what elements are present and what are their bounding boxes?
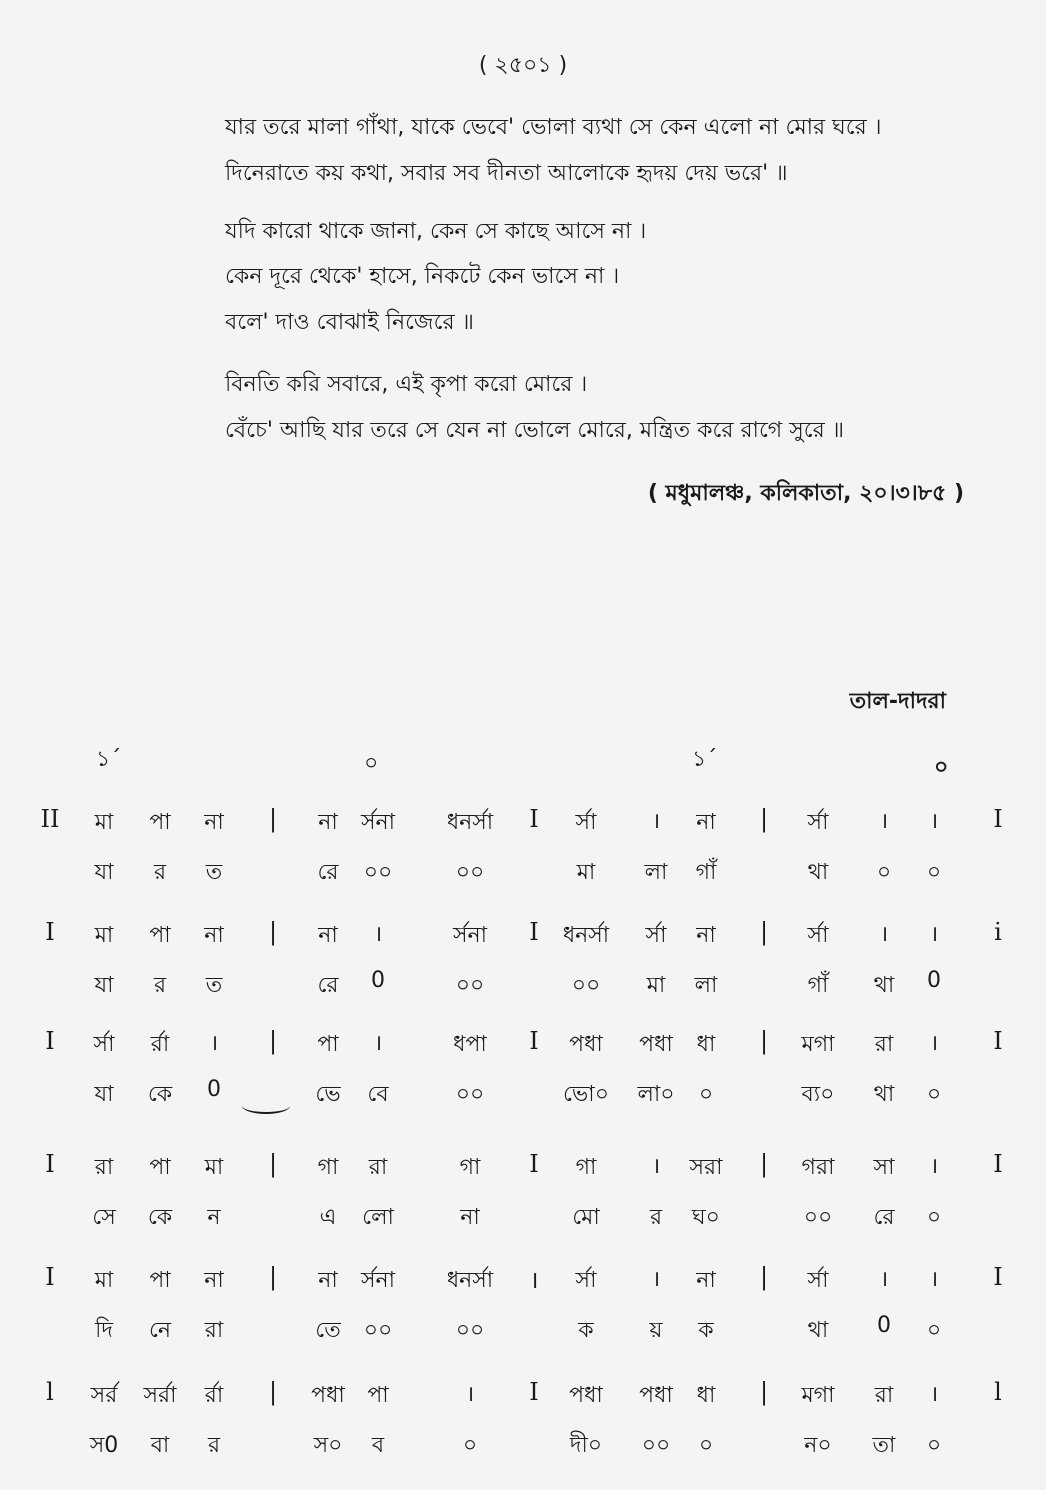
lyric-syllable: ০	[698, 1433, 714, 1458]
swara-note: মগা	[801, 1032, 835, 1057]
swara-note: ।	[465, 1382, 475, 1407]
lyric-syllable: র	[153, 973, 167, 998]
swara-note: মা	[94, 810, 114, 835]
swara-note: ।	[929, 922, 939, 947]
lyric-syllable: রা	[204, 1318, 224, 1343]
source-citation: ( মধুমালঞ্চ, কলিকাতা, ২০।৩।৮৫ )	[647, 481, 964, 506]
lyric-syllable: ০	[926, 1205, 942, 1230]
swara-note: ।	[929, 1154, 939, 1179]
lyric-syllable: ব	[371, 1433, 385, 1458]
lyric-syllable: লা	[694, 973, 718, 998]
swara-note: ।	[879, 809, 889, 834]
lyric-syllable: থা	[807, 1318, 829, 1343]
lyric-syllable: 0	[207, 1077, 221, 1102]
lyric-syllable: য়	[649, 1318, 663, 1343]
lyric-syllable: ন	[207, 1205, 221, 1230]
bar-line: |	[268, 805, 278, 833]
swara-note: না	[696, 810, 716, 835]
bar-line: |	[759, 1263, 769, 1291]
bar-line: |	[268, 1150, 278, 1178]
swara-note: ।	[929, 809, 939, 834]
bar-line: I	[45, 1263, 55, 1291]
bar-line: I	[529, 1378, 539, 1406]
lyric-syllable: ০০	[455, 1082, 485, 1107]
swara-note: মগা	[801, 1383, 835, 1408]
swara-note: পধা	[569, 1032, 603, 1057]
swara-note: ।	[651, 1154, 661, 1179]
bar-line: II	[40, 805, 60, 833]
lyric-syllable: ভে	[315, 1082, 341, 1107]
lyric-syllable: ০০	[363, 860, 393, 885]
swara-note: ধা	[696, 1032, 716, 1057]
swara-note: র্সনা	[452, 923, 488, 948]
lyric-syllable: লো	[362, 1205, 394, 1230]
beat-mark: ১´	[692, 747, 718, 772]
lyric-syllable: কে	[147, 1205, 173, 1230]
beat-mark: ১´	[96, 747, 122, 772]
swara-note: র্সা	[93, 1032, 115, 1057]
swara-note: মা	[94, 1268, 114, 1293]
lyric-syllable: ০	[876, 860, 892, 885]
swara-note: পা	[149, 810, 171, 835]
bar-line: |	[759, 805, 769, 833]
bar-line: I	[529, 1027, 539, 1055]
lyric-syllable: ক	[698, 1318, 714, 1343]
lyric-line: বিনতি করি সবারে, এই কৃপা করো মোরে ।	[225, 372, 588, 397]
lyric-syllable: তে	[315, 1318, 341, 1343]
lyric-syllable: ঘ০	[692, 1205, 720, 1230]
bar-line: |	[268, 1027, 278, 1055]
bar-line: |	[759, 1150, 769, 1178]
lyric-syllable: মা	[576, 860, 596, 885]
swara-note: র্সা	[807, 923, 829, 948]
swara-note: ।	[651, 809, 661, 834]
bar-line: I	[45, 1150, 55, 1178]
lyric-syllable: ০০	[571, 973, 601, 998]
swara-note: পা	[317, 1032, 339, 1057]
lyric-syllable: রে	[317, 973, 339, 998]
swara-note: পধা	[639, 1383, 673, 1408]
swara-note: র্সা	[645, 923, 667, 948]
swara-note: পা	[149, 923, 171, 948]
lyric-syllable: ০	[926, 1082, 942, 1107]
swara-note: না	[204, 1268, 224, 1293]
lyric-syllable: সে	[92, 1205, 116, 1230]
beat-mark: ০	[364, 751, 379, 776]
lyric-line: বলে' দাও বোঝাই নিজেরে ॥	[225, 310, 474, 335]
lyric-syllable: ০০	[641, 1433, 671, 1458]
swara-note: ধনর্সা	[446, 810, 494, 835]
swara-note: র্সনা	[360, 1268, 396, 1293]
lyric-syllable: রে	[873, 1205, 895, 1230]
lyric-syllable: 0	[371, 968, 385, 993]
swara-note: র্রা	[150, 1032, 170, 1057]
swara-note: না	[696, 923, 716, 948]
lyric-syllable: স০	[313, 1433, 343, 1458]
bar-line: I	[993, 1263, 1003, 1291]
lyric-syllable: মো	[572, 1205, 600, 1230]
swara-note: ।	[929, 1267, 939, 1292]
swara-note: সর্রা	[143, 1383, 177, 1408]
swara-note: ।	[929, 1031, 939, 1056]
swara-note: ।	[879, 922, 889, 947]
swara-note: সা	[873, 1155, 895, 1180]
swara-note: পধা	[311, 1383, 345, 1408]
lyric-syllable: কে	[147, 1082, 173, 1107]
lyric-syllable: ক	[578, 1318, 594, 1343]
lyric-syllable: ০০	[803, 1205, 833, 1230]
swara-note: পা	[149, 1268, 171, 1293]
swara-note: র্সনা	[360, 810, 396, 835]
lyric-syllable: মা	[646, 973, 666, 998]
lyric-syllable: ০০	[455, 1318, 485, 1343]
bar-line: ।	[529, 1266, 539, 1294]
lyric-syllable: ০০	[455, 860, 485, 885]
beat-mark: ০	[934, 755, 949, 780]
lyric-syllable: যা	[94, 860, 114, 885]
lyric-syllable: থা	[807, 860, 829, 885]
swara-note: পা	[149, 1155, 171, 1180]
swara-note: ।	[879, 1267, 889, 1292]
lyric-syllable: বে	[367, 1082, 389, 1107]
swara-note: ধনর্সা	[446, 1268, 494, 1293]
lyric-syllable: ন০	[804, 1433, 832, 1458]
bar-line: I	[529, 918, 539, 946]
lyric-syllable: র	[207, 1433, 221, 1458]
lyric-syllable: লা০	[637, 1082, 675, 1107]
lyric-syllable: দী০	[569, 1433, 603, 1458]
bar-line: |	[268, 918, 278, 946]
swara-note: র্রা	[204, 1383, 224, 1408]
swara-note: মা	[94, 923, 114, 948]
lyric-syllable: দি	[95, 1318, 113, 1343]
lyric-syllable: র	[649, 1205, 663, 1230]
swara-note: ।	[373, 922, 383, 947]
swara-note: গা	[575, 1155, 597, 1180]
bar-line: I	[45, 918, 55, 946]
bar-line: I	[45, 1027, 55, 1055]
lyric-syllable: ভো০	[562, 1082, 610, 1107]
lyric-syllable: ০	[698, 1082, 714, 1107]
page-number: ( ২৫০১ )	[478, 53, 568, 78]
swara-note: র্সা	[575, 1268, 597, 1293]
lyric-syllable: বা	[150, 1433, 170, 1458]
bar-line: |	[268, 1378, 278, 1406]
swara-note: র্সা	[575, 810, 597, 835]
swara-note: না	[204, 810, 224, 835]
swara-note: ।	[209, 1031, 219, 1056]
swara-note: পধা	[639, 1032, 673, 1057]
bar-line: I	[993, 1027, 1003, 1055]
bar-line: I	[529, 1150, 539, 1178]
swara-note: না	[204, 923, 224, 948]
lyric-syllable: গাঁ	[807, 973, 829, 998]
swara-note: সরা	[689, 1155, 723, 1180]
swara-note: ।	[373, 1031, 383, 1056]
bar-line: l	[994, 1378, 1002, 1406]
bar-line: |	[759, 1378, 769, 1406]
lyric-syllable: থা	[873, 1082, 895, 1107]
swara-note: না	[318, 923, 338, 948]
lyric-syllable: ০	[926, 860, 942, 885]
lyric-syllable: র	[153, 860, 167, 885]
bar-line: I	[993, 805, 1003, 833]
lyric-syllable: ০	[462, 1433, 478, 1458]
lyric-syllable: এ	[319, 1205, 337, 1230]
lyric-syllable: ০	[926, 1318, 942, 1343]
swara-note: মা	[204, 1155, 224, 1180]
swara-note: রা	[874, 1032, 894, 1057]
swara-note: র্সা	[807, 1268, 829, 1293]
lyric-syllable: 0	[927, 968, 941, 993]
lyric-syllable: থা	[873, 973, 895, 998]
swara-note: ধনর্সা	[562, 923, 610, 948]
bar-line: |	[759, 1027, 769, 1055]
lyric-syllable: ০০	[455, 973, 485, 998]
lyric-syllable: ত	[205, 973, 223, 998]
taal-label: তাল-দাদরা	[849, 689, 946, 714]
swara-note: রা	[94, 1155, 114, 1180]
swara-note: গা	[459, 1155, 481, 1180]
swara-note: রা	[368, 1155, 388, 1180]
swara-note: গা	[317, 1155, 339, 1180]
lyric-line: যার তরে মালা গাঁথা, যাকে ভেবে' ভোলা ব্যথা সে কেন এলো না মোর ঘরে ।	[225, 115, 882, 140]
swara-note: ।	[929, 1382, 939, 1407]
lyric-line: কেন দূরে থেকে' হাসে, নিকটে কেন ভাসে না ।	[225, 264, 620, 289]
swara-note: গরা	[801, 1155, 835, 1180]
lyric-syllable: যা	[94, 1082, 114, 1107]
swara-note: র্সা	[807, 810, 829, 835]
lyric-syllable: ০	[926, 1433, 942, 1458]
bar-line: i	[994, 918, 1002, 946]
lyric-syllable: নে	[148, 1318, 172, 1343]
bar-line: l	[46, 1378, 54, 1406]
swara-note: ধপা	[453, 1032, 487, 1057]
bar-line: |	[268, 1263, 278, 1291]
lyric-syllable: তা	[872, 1433, 896, 1458]
bar-line: I	[529, 805, 539, 833]
swara-note: পধা	[569, 1383, 603, 1408]
swara-note: সর্র	[90, 1383, 118, 1408]
slur-mark	[242, 1098, 290, 1114]
lyric-syllable: না	[460, 1205, 480, 1230]
bar-line: |	[759, 918, 769, 946]
swara-note: রা	[874, 1383, 894, 1408]
lyric-line: যদি কারো থাকে জানা, কেন সে কাছে আসে না ।	[225, 219, 647, 244]
lyric-syllable: রে	[317, 860, 339, 885]
swara-note: ।	[651, 1267, 661, 1292]
swara-note: পা	[367, 1383, 389, 1408]
swara-note: না	[696, 1268, 716, 1293]
lyric-syllable: ০০	[363, 1318, 393, 1343]
bar-line: I	[993, 1150, 1003, 1178]
swara-note: না	[318, 1268, 338, 1293]
lyric-line: বেঁচে' আছি যার তরে সে যেন না ভোলে মোরে, মন্ত্রিত করে রাগে সুরে ॥	[225, 418, 845, 443]
lyric-syllable: স0	[89, 1433, 119, 1458]
lyric-syllable: 0	[877, 1313, 891, 1338]
lyric-syllable: গাঁ	[695, 860, 717, 885]
lyric-syllable: যা	[94, 973, 114, 998]
lyric-syllable: ত	[205, 860, 223, 885]
lyric-line: দিনেরাতে কয় কথা, সবার সব দীনতা আলোকে হৃদয় দেয় ভরে' ॥	[225, 161, 788, 186]
swara-note: ধা	[696, 1383, 716, 1408]
lyric-syllable: ব্য০	[801, 1082, 835, 1107]
swara-note: না	[318, 810, 338, 835]
lyric-syllable: লা	[644, 860, 668, 885]
